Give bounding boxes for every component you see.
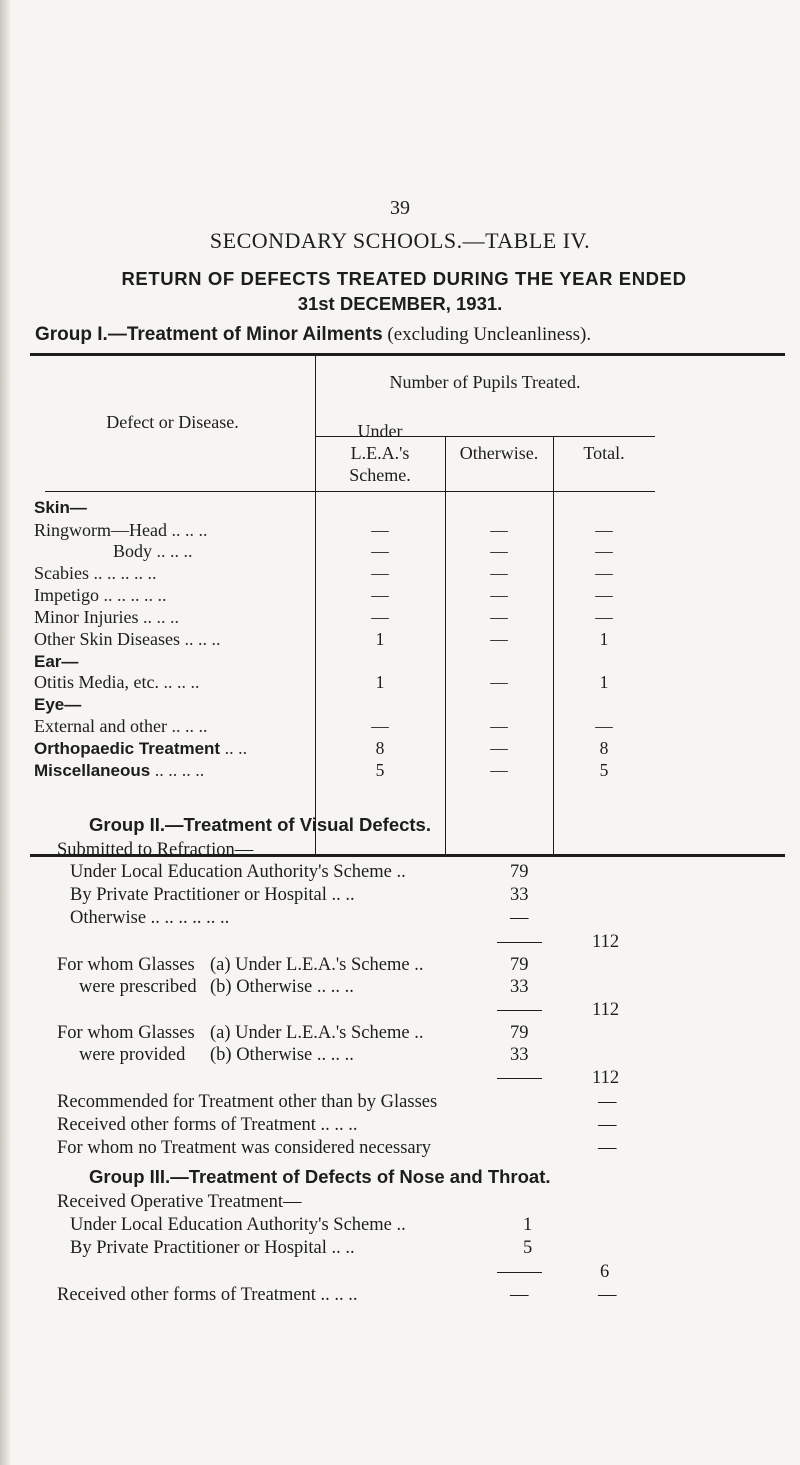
- cell-otherwise: —: [490, 563, 508, 583]
- group2-total-1: 112: [592, 932, 620, 952]
- provided-b: (b) Otherwise .. .. ..: [210, 1045, 354, 1065]
- cell-total: 1: [599, 672, 609, 692]
- cell-under: 5: [375, 760, 385, 780]
- page-title: SECONDARY SCHOOLS.—TABLE IV.: [209, 228, 591, 253]
- cell-under: 8: [375, 738, 385, 758]
- subtotal-rule: [497, 1272, 542, 1273]
- row-label: [34, 738, 247, 759]
- page-number: 39: [390, 197, 410, 219]
- subtotal-rule: [497, 1010, 542, 1011]
- subtitle-line-1: RETURN OF DEFECTS TREATED DURING THE YEAR ENDED: [121, 268, 687, 289]
- row-leader: .. .. ..: [158, 672, 200, 692]
- group2-other-line: For whom no Treatment was considered necessary: [57, 1138, 432, 1158]
- cell-total: 8: [599, 738, 609, 758]
- group3-value: 5: [523, 1238, 533, 1258]
- group2-value: 79: [510, 862, 529, 882]
- group3-line: Under Local Education Authority's Scheme ..: [70, 1215, 406, 1235]
- cell-under: —: [371, 541, 389, 561]
- row-label: [34, 672, 199, 693]
- cell-otherwise: —: [490, 760, 508, 780]
- prescribed-b-value: 33: [510, 977, 529, 997]
- row-label: [34, 629, 220, 650]
- row-leader: .. ..: [220, 738, 248, 758]
- row-leader: .. .. ..: [166, 520, 208, 540]
- provided-a-value: 79: [510, 1023, 529, 1043]
- provided-b-value: 33: [510, 1045, 529, 1065]
- group2-total-2: 112: [592, 1000, 620, 1020]
- section-ear: Ear—: [34, 652, 79, 671]
- prescribed-label-1: For whom Glasses: [57, 955, 195, 975]
- row-label-text: Ringworm—Head: [34, 520, 167, 540]
- cell-otherwise: —: [490, 716, 508, 736]
- cell-under: 1: [375, 672, 385, 692]
- provided-label-2: were provided: [79, 1045, 186, 1065]
- row-label-text: Impetigo: [34, 585, 99, 605]
- row-leader: .. .. .. .. ..: [88, 563, 157, 583]
- row-leader: .. .. ..: [179, 629, 221, 649]
- cell-total: —: [595, 585, 613, 605]
- subtotal-rule: [497, 1078, 542, 1079]
- group2-other-value: —: [598, 1092, 617, 1112]
- col-header-under-2: L.E.A.'s: [350, 443, 410, 463]
- row-leader: .. .. .. .. ..: [99, 585, 167, 605]
- cell-otherwise: —: [490, 607, 508, 627]
- group1-heading-bold: Group I.—Treatment of Minor Ailments: [35, 324, 383, 345]
- cell-under: —: [371, 716, 389, 736]
- row-leader: .. .. ..: [152, 541, 193, 561]
- col-header-under-1: Under: [357, 421, 403, 441]
- cell-total: —: [595, 563, 613, 583]
- row-label-text: Orthopaedic Treatment: [34, 739, 221, 758]
- col-header-under-3: Scheme.: [349, 465, 411, 485]
- group2-value: 33: [510, 885, 529, 905]
- group2-total-3: 112: [592, 1068, 620, 1088]
- group3-received: Received Operative Treatment—: [57, 1192, 302, 1212]
- group2-other-line: Recommended for Treatment other than by Glasses: [57, 1092, 438, 1112]
- prescribed-b: (b) Otherwise .. .. ..: [210, 977, 354, 997]
- group3-line: By Private Practitioner or Hospital .. ..: [70, 1238, 355, 1258]
- group3-other-total: —: [598, 1285, 617, 1305]
- prescribed-a-value: 79: [510, 955, 529, 975]
- cell-under: —: [371, 585, 389, 605]
- provided-a: (a) Under L.E.A.'s Scheme ..: [210, 1023, 424, 1043]
- subtitle-line-2: 31st DECEMBER, 1931.: [297, 293, 503, 314]
- group2-other-value: —: [598, 1115, 617, 1135]
- row-label: [34, 520, 207, 541]
- group1-heading: [35, 324, 591, 346]
- cell-under: —: [371, 563, 389, 583]
- group2-heading: Group II.—Treatment of Visual Defects.: [89, 814, 431, 835]
- group2-submitted: Submitted to Refraction—: [57, 840, 254, 860]
- group3-other-value: —: [510, 1285, 529, 1305]
- row-label: [34, 607, 179, 628]
- group2-other-value: —: [598, 1138, 617, 1158]
- group1-heading-rest: (excluding Uncleanliness).: [387, 324, 592, 345]
- col-header-total: Total.: [583, 443, 625, 463]
- provided-label-1: For whom Glasses: [57, 1023, 195, 1043]
- group3-total: 6: [600, 1262, 610, 1282]
- cell-otherwise: —: [490, 585, 508, 605]
- group2-line: By Private Practitioner or Hospital .. ..: [70, 885, 355, 905]
- row-label: [34, 585, 167, 606]
- row-leader: .. .. ..: [166, 716, 208, 736]
- group2-line: Otherwise .. .. .. .. .. ..: [70, 908, 230, 928]
- col-header-otherwise: Otherwise.: [459, 443, 539, 463]
- row-label-text: Other Skin Diseases: [34, 629, 180, 649]
- col-header-number: Number of Pupils Treated.: [389, 372, 581, 392]
- row-label: [34, 716, 207, 737]
- cell-otherwise: —: [490, 738, 508, 758]
- row-label-text: Scabies: [34, 563, 89, 583]
- cell-under: —: [371, 520, 389, 540]
- row-label: [113, 541, 193, 562]
- group2-other-line: Received other forms of Treatment .. .. ..: [57, 1115, 358, 1135]
- row-label-text: Miscellaneous: [34, 761, 151, 780]
- section-eye: Eye—: [34, 695, 82, 714]
- row-label: [34, 760, 204, 781]
- cell-total: 1: [599, 629, 609, 649]
- prescribed-a: (a) Under L.E.A.'s Scheme ..: [210, 955, 424, 975]
- row-label: [34, 563, 156, 584]
- cell-total: —: [595, 607, 613, 627]
- group2-line: Under Local Education Authority's Scheme ..: [70, 862, 406, 882]
- cell-otherwise: —: [490, 520, 508, 540]
- group3-other-line: Received other forms of Treatment .. .. ..: [57, 1285, 358, 1305]
- cell-total: —: [595, 716, 613, 736]
- row-label-text: External and other: [34, 716, 167, 736]
- row-label-text: Minor Injuries: [34, 607, 139, 627]
- section-skin: Skin—: [34, 498, 87, 517]
- cell-under: —: [371, 607, 389, 627]
- row-leader: .. .. .. ..: [150, 760, 205, 780]
- group3-heading: Group III.—Treatment of Defects of Nose and Throat.: [89, 1166, 551, 1187]
- row-label-text: Body: [113, 541, 153, 561]
- col-header-defect: Defect or Disease.: [106, 412, 239, 432]
- row-leader: .. .. ..: [138, 607, 179, 627]
- prescribed-label-2: were prescribed: [79, 977, 197, 997]
- cell-under: 1: [375, 629, 385, 649]
- subtotal-rule: [497, 942, 542, 943]
- table-header-rule: [45, 491, 655, 492]
- cell-total: —: [595, 541, 613, 561]
- cell-total: —: [595, 520, 613, 540]
- group2-value: —: [510, 908, 529, 928]
- row-label-text: Otitis Media, etc.: [34, 672, 159, 692]
- cell-otherwise: —: [490, 672, 508, 692]
- group3-value: 1: [523, 1215, 533, 1235]
- cell-otherwise: —: [490, 541, 508, 561]
- cell-otherwise: —: [490, 629, 508, 649]
- cell-total: 5: [599, 760, 609, 780]
- table-top-rule: [30, 353, 785, 356]
